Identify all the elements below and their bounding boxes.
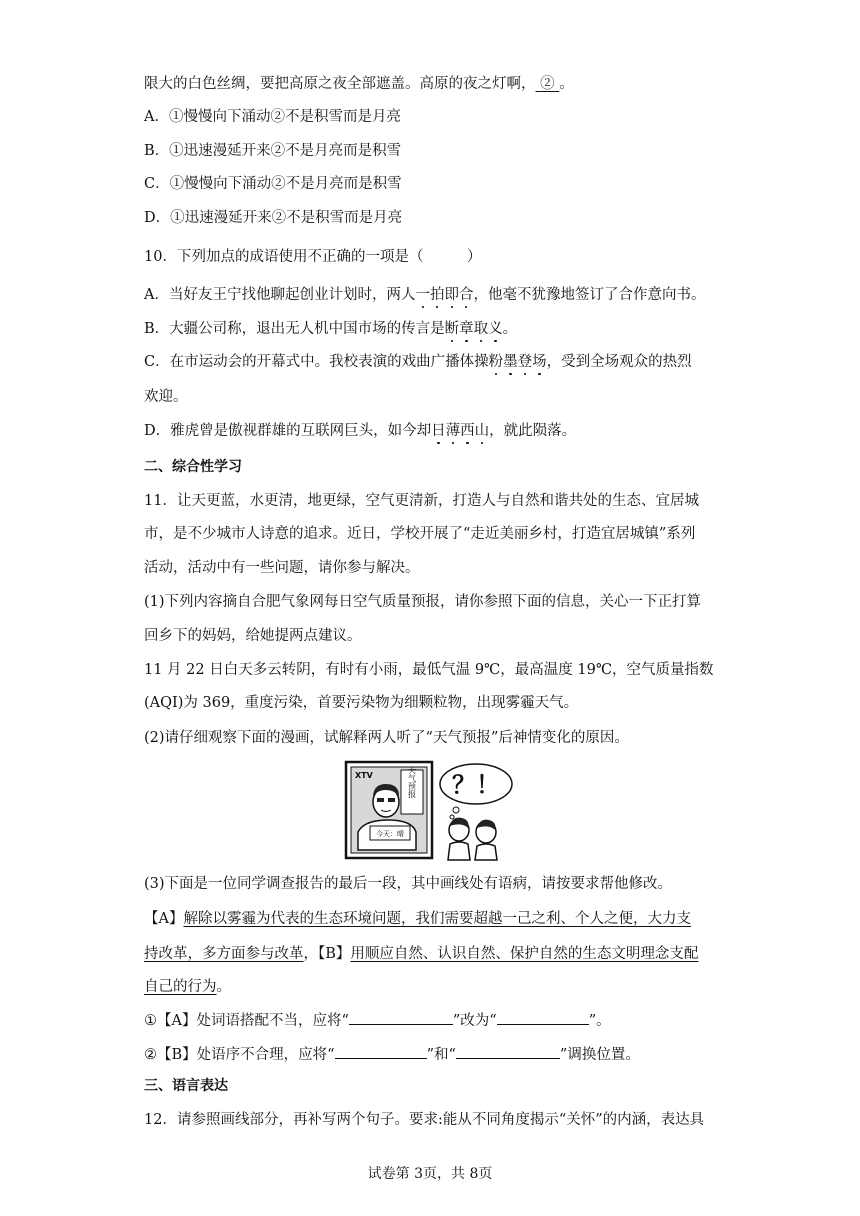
dotted-char: 日 [431,423,446,439]
q11-line: 回乡下的妈妈，给她提两点建议。 [144,628,362,644]
q11-part3-stem: (3)下面是一位同学调查报告的最后一段，其中画线处有语病，请按要求帮他修改。 [144,876,673,892]
q10-option-a: A．当好友王宁找他聊起创业计划时，两人一拍即合，他毫不犹豫地签订了合作意向书。 [144,287,706,303]
q10-option-c: C．在市运动会的开幕式中。我校表演的戏曲广播体操粉墨登场，受到全场观众的热烈 [144,354,692,370]
q11-line: 11 月 22 日白天多云转阴，有时有小雨，最低气温 9℃，最高温度 19℃，空气质量指数 [144,662,714,678]
dotted-char: 登 [517,354,533,370]
q9-option-d: D．①迅速漫延开来②不是积雪而是月亮 [144,210,403,226]
dotted-char: 拍 [429,287,445,303]
q11-paragraph-b: 持改革，多方面参与改革，【B】用顺应自然、认识自然、保护自然的生态文明理念支配 [144,946,699,962]
q11-line: (2)请仔细观察下面的漫画，试解释两人听了“天气预报”后神情变化的原因。 [144,730,629,746]
q11-paragraph-a: 【A】解除以雾霾为代表的生态环境问题，我们需要超越一己之利、个人之便，大力支 [144,911,691,927]
dotted-char: 一 [415,287,430,303]
q12-stem: 12．请参照画线部分，再补写两个句子。要求:能从不同角度揭示“关怀”的内涵，表达具 [144,1112,705,1128]
answer-blank[interactable] [456,1044,560,1059]
dotted-char: 西 [460,423,475,439]
answer-blank[interactable] [335,1044,427,1059]
q9-option-b: B．①迅速漫延开来②不是月亮而是积雪 [144,143,402,159]
dotted-char: 场 [532,354,547,370]
q11-line: (AQI)为 369，重度污染，首要污染物为细颗粒物，出现雾霾天气。 [144,695,579,711]
q10-option-c-cont: 欢迎。 [144,389,188,405]
question-exclamation-mark: ？！ [452,771,500,799]
q11-line: (1)下列内容摘自合肥气象网每日空气质量预报，请你参照下面的信息，关心一下正打算 [144,594,702,610]
q9-passage-tail: 限大的白色丝绸，要把高原之夜全部遮盖。高原的夜之灯啊， ② 。 [144,76,574,92]
dotted-char: 粉 [488,354,504,370]
dotted-char: 断 [444,321,460,337]
q9-option-a: A．①慢慢向下涌动②不是积雪而是月亮 [144,109,401,125]
q10-option-b: B．大疆公司称，退出无人机中国市场的传言是断章取义。 [144,321,518,337]
dotted-char: 义 [488,321,503,337]
dotted-char: 章 [459,321,474,337]
dotted-char: 墨 [503,354,518,370]
q11-paragraph-c: 自己的行为。 [144,979,231,995]
caption-today-sunny: 今天：晴 [376,830,404,838]
dotted-char: 薄 [445,423,461,439]
q11-line: 11．让天更蓝，水更清，地更绿，空气更清新，打造人与自然和谐共处的生态、宜居城 [144,493,699,509]
section-heading: 三、语言表达 [144,1078,228,1094]
weather-board-text: 天气预报 [407,766,417,798]
dotted-char: 即 [444,287,459,303]
q10-stem: 10．下列加点的成语使用不正确的一项是（ ） [144,249,482,265]
answer-blank-2: ② [540,76,555,92]
dotted-char: 合 [458,287,474,303]
answer-blank[interactable] [497,1010,589,1025]
q11-line: 市，是不少城市人诗意的追求。近日，学校开展了“走近美丽乡村，打造宜居城镇”系列 [144,526,696,542]
fix-item-2: ②【B】处语序不合理，应将“ ”和“ ”调换位置。 [144,1044,640,1065]
section-heading: 二、综合性学习 [144,459,242,475]
tv-channel-label: XTV [355,771,373,780]
page-footer: 试卷第 3页，共 8页 [367,1166,493,1182]
q10-option-d: D．雅虎曾是傲视群雄的互联网巨头，如今却日薄西山，就此陨落。 [144,423,577,439]
q9-option-c: C．①慢慢向下涌动②不是月亮而是积雪 [144,176,402,192]
q11-line: 活动，活动中有一些问题，请你参与解决。 [144,560,420,576]
weather-report-cartoon [344,760,518,862]
dotted-char: 取 [473,321,489,337]
fix-item-1: ①【A】处词语搭配不当，应将“ ”改为“ ”。 [144,1010,611,1031]
answer-blank[interactable] [349,1010,453,1025]
dotted-char: 山 [474,423,490,439]
